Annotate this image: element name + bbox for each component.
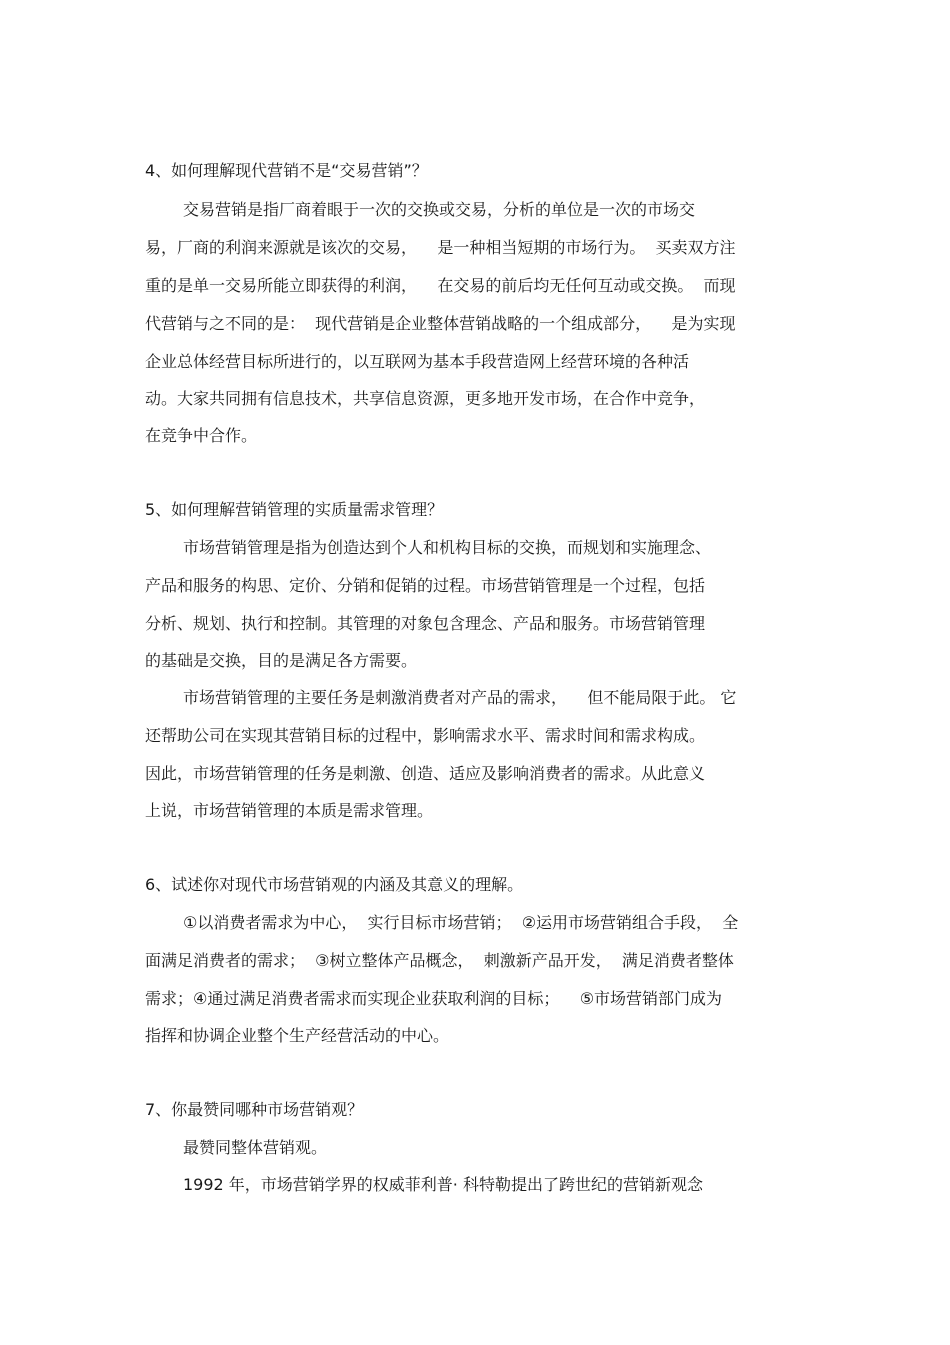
question-5: 5、如何理解营销管理的实质量需求管理？ (145, 500, 444, 519)
answer-4-line-7: 在竞争中合作。 (145, 426, 258, 445)
answer-5-line-8: 上说，市场营销管理的本质是需求管理。 (145, 801, 434, 820)
answer-5-line-2: 产品和服务的构思、定价、分销和促销的过程。市场营销管理是一个过程，包括 (145, 576, 706, 595)
answer-4-line-4: 代营销与之不同的是： 现代营销是企业整体营销战略的一个组成部分， 是为实现 (145, 314, 736, 333)
answer-7-line-1: 最赞同整体营销观。 (183, 1138, 328, 1157)
answer-4-line-3: 重的是单一交易所能立即获得的利润， 在交易的前后均无任何互动或交换。 而现 (145, 276, 736, 295)
answer-5-line-1: 市场营销管理是指为创造达到个人和机构目标的交换，而规划和实施理念、 (183, 538, 712, 557)
question-7: 7、你最赞同哪种市场营销观？ (145, 1100, 364, 1119)
answer-7-line-2: 1992 年，市场营销学界的权威菲利普· 科特勒提出了跨世纪的营销新观念 (183, 1175, 703, 1194)
answer-4-line-6: 动。大家共同拥有信息技术，共享信息资源，更多地开发市场，在合作中竞争， (145, 389, 706, 408)
answer-4-line-2: 易，厂商的利润来源就是该次的交易， 是一种相当短期的市场行为。 买卖双方注 (145, 238, 736, 257)
answer-5-line-5: 市场营销管理的主要任务是刺激消费者对产品的需求， 但不能局限于此。 它 (183, 688, 737, 707)
answer-5-line-4: 的基础是交换，目的是满足各方需要。 (145, 651, 418, 670)
answer-5-line-7: 因此，市场营销管理的任务是刺激、创造、适应及影响消费者的需求。从此意义 (145, 764, 706, 783)
answer-6-line-1: ①以消费者需求为中心， 实行目标市场营销； ②运用市场营销组合手段， 全 (183, 913, 739, 932)
answer-5-line-6: 还帮助公司在实现其营销目标的过程中，影响需求水平、需求时间和需求构成。 (145, 726, 706, 745)
question-6: 6、试述你对现代市场营销观的内涵及其意义的理解。 (145, 875, 524, 894)
answer-6-line-4: 指挥和协调企业整个生产经营活动的中心。 (145, 1026, 450, 1045)
answer-6-line-2: 面满足消费者的需求； ③树立整体产品概念， 刺激新产品开发， 满足消费者整体 (145, 951, 734, 970)
answer-6-line-3: 需求；④通过满足消费者需求而实现企业获取利润的目标； ⑤市场营销部门成为 (145, 989, 723, 1008)
answer-4-line-1: 交易营销是指厂商着眼于一次的交换或交易，分析的单位是一次的市场交 (183, 200, 696, 219)
answer-4-line-5: 企业总体经营目标所进行的，以互联网为基本手段营造网上经营环境的各种活 (145, 352, 690, 371)
answer-5-line-3: 分析、规划、执行和控制。其管理的对象包含理念、产品和服务。市场营销管理 (145, 614, 706, 633)
question-4: 4、如何理解现代营销不是“交易营销”？ (145, 161, 428, 180)
